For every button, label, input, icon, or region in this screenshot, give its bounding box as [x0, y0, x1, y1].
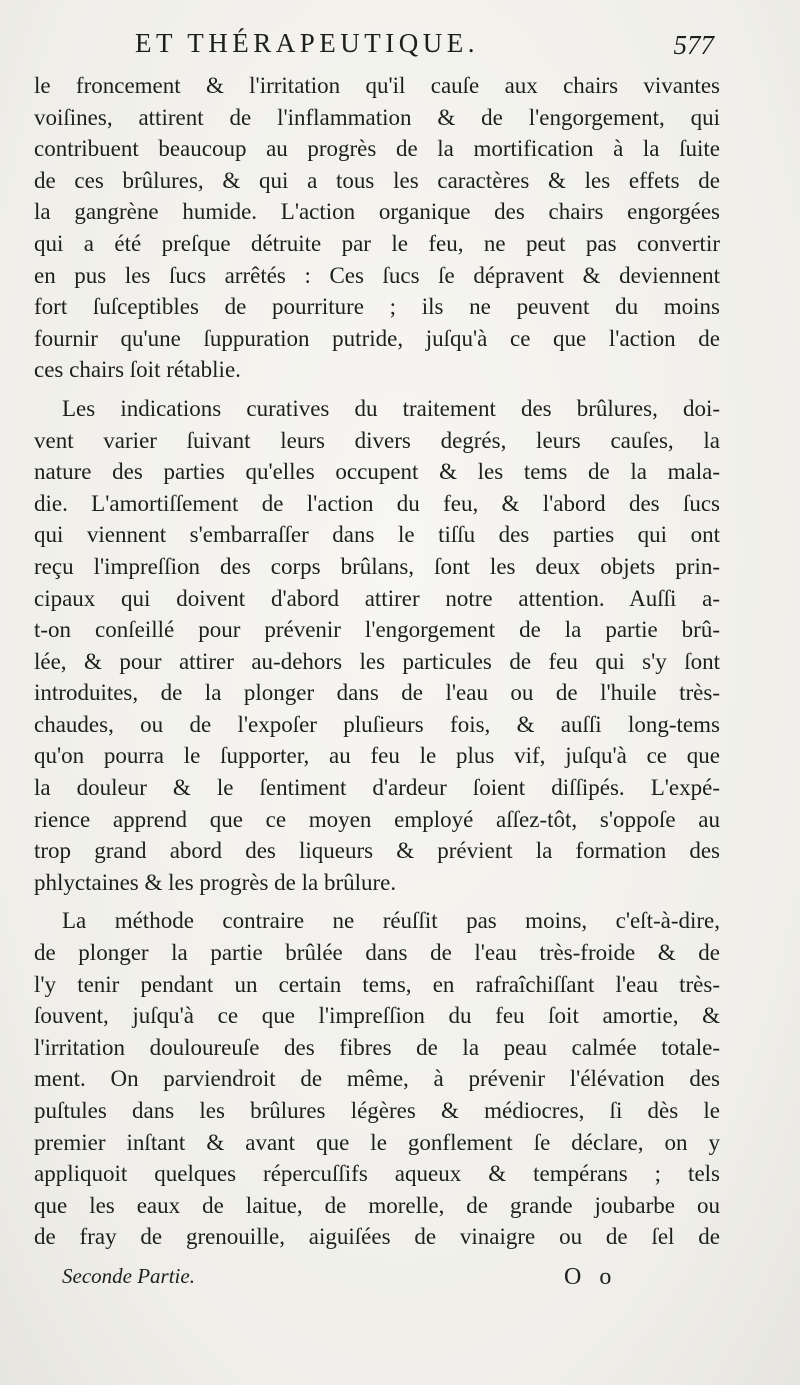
paragraph — [34, 70, 720, 386]
body-text — [34, 70, 720, 1253]
text-line: ces chairs ſoit rétablie. — [34, 357, 241, 383]
running-head: ET THÉRAPEUTIQUE. — [135, 28, 479, 58]
text-line: cipaux qui doivent d'abord attirer notre attention. Auſſi a- — [34, 585, 720, 611]
text-line: de ces brûlures, & qui a tous les caractères & les effets de — [34, 167, 720, 193]
text-line: introduites, de la plonger dans de l'eau ou de l'huile très- — [34, 680, 720, 706]
text-line: ſouvent, juſqu'à ce que l'impreſſion du feu ſoit amortie, & — [34, 1003, 720, 1029]
text-line: phlyctaines & les progrès de la brûlure. — [34, 869, 397, 895]
text-line: premier inſtant & avant que le gonflement ſe déclare, on y — [34, 1129, 720, 1155]
text-line: trop grand abord des liqueurs & prévient la formation des — [34, 838, 720, 864]
text-line: de plonger la partie brûlée dans de l'eau très-froide & de — [34, 940, 720, 966]
paragraph-gap — [34, 386, 720, 393]
text-line: qui viennent s'embarraſſer dans le tiſſu des parties qui ont — [34, 522, 720, 548]
signature-mark: O o — [564, 1264, 618, 1290]
text-line: t-on conſeillé pour prévenir l'engorgement de la partie brû- — [34, 617, 720, 643]
text-line: vent varier ſuivant leurs divers degrés, leurs cauſes, la — [34, 427, 720, 453]
text-line: le froncement & l'irritation qu'il cauſe aux chairs vivantes — [34, 73, 720, 98]
text-line: qui a été preſque détruite par le feu, ne peut pas convertir — [34, 230, 720, 256]
text-line: ment. On parviendroit de même, à prévenir l'élévation des — [34, 1066, 720, 1092]
text-line: l'y tenir pendant un certain tems, en rafraîchiſſant l'eau très- — [34, 971, 720, 997]
text-line: La méthode contraire ne réuſſit pas moins, c'eſt-à-dire, — [62, 908, 720, 934]
text-line: la gangrène humide. L'action organique des chairs engorgées — [34, 199, 720, 225]
paragraph — [34, 393, 720, 899]
text-line: l'irritation douloureuſe des fibres de la peau calmée totale- — [34, 1034, 720, 1060]
paragraph-gap — [34, 898, 720, 905]
text-line: fort ſuſceptibles de pourriture ; ils ne peuvent du moins — [34, 294, 720, 320]
text-line: appliquoit quelques répercuſſifs aqueux & tempérans ; tels — [34, 1161, 720, 1187]
text-line: reçu l'impreſſion des corps brûlans, ſont les deux objets prin- — [34, 553, 720, 579]
footer-title: Seconde Partie. — [62, 1264, 195, 1288]
text-line: de fray de grenouille, aiguiſées de vinaigre ou de ſel de — [34, 1224, 720, 1250]
text-line: rience apprend que ce moyen employé aſſez-tôt, s'oppoſe au — [34, 806, 720, 832]
text-line: puſtules dans les brûlures légères & médiocres, ſi dès le — [34, 1098, 720, 1123]
page-header — [0, 28, 800, 68]
text-line: Les indications curatives du traitement des brûlures, doi- — [62, 395, 720, 421]
text-line: la douleur & le ſentiment d'ardeur ſoient diſſipés. L'expé- — [34, 775, 720, 801]
text-line: die. L'amortiſſement de l'action du feu, & l'abord des ſucs — [34, 490, 720, 516]
text-line: contribuent beaucoup au progrès de la mortification à la ſuite — [34, 136, 720, 162]
page-footer — [0, 1264, 800, 1304]
text-line: fournir qu'une ſuppuration putride, juſqu'à ce que l'action de — [34, 325, 720, 351]
text-line: que les eaux de laitue, de morelle, de grande joubarbe ou — [34, 1192, 720, 1218]
text-line: nature des parties qu'elles occupent & les tems de la mala- — [34, 459, 720, 485]
text-line: voiſines, attirent de l'inflammation & de l'engorgement, qui — [34, 104, 720, 130]
page-number: 577 — [673, 30, 714, 60]
text-line: en pus les ſucs arrêtés : Ces ſucs ſe dépravent & deviennent — [34, 262, 720, 288]
text-line: lée, & pour attirer au-dehors les particules de feu qui s'y ſont — [34, 648, 720, 674]
paragraph — [34, 905, 720, 1253]
text-line: chaudes, ou de l'expoſer pluſieurs fois, & auſſi long-tems — [34, 711, 720, 737]
text-line: qu'on pourra le ſupporter, au feu le plus vif, juſqu'à ce que — [34, 743, 720, 769]
